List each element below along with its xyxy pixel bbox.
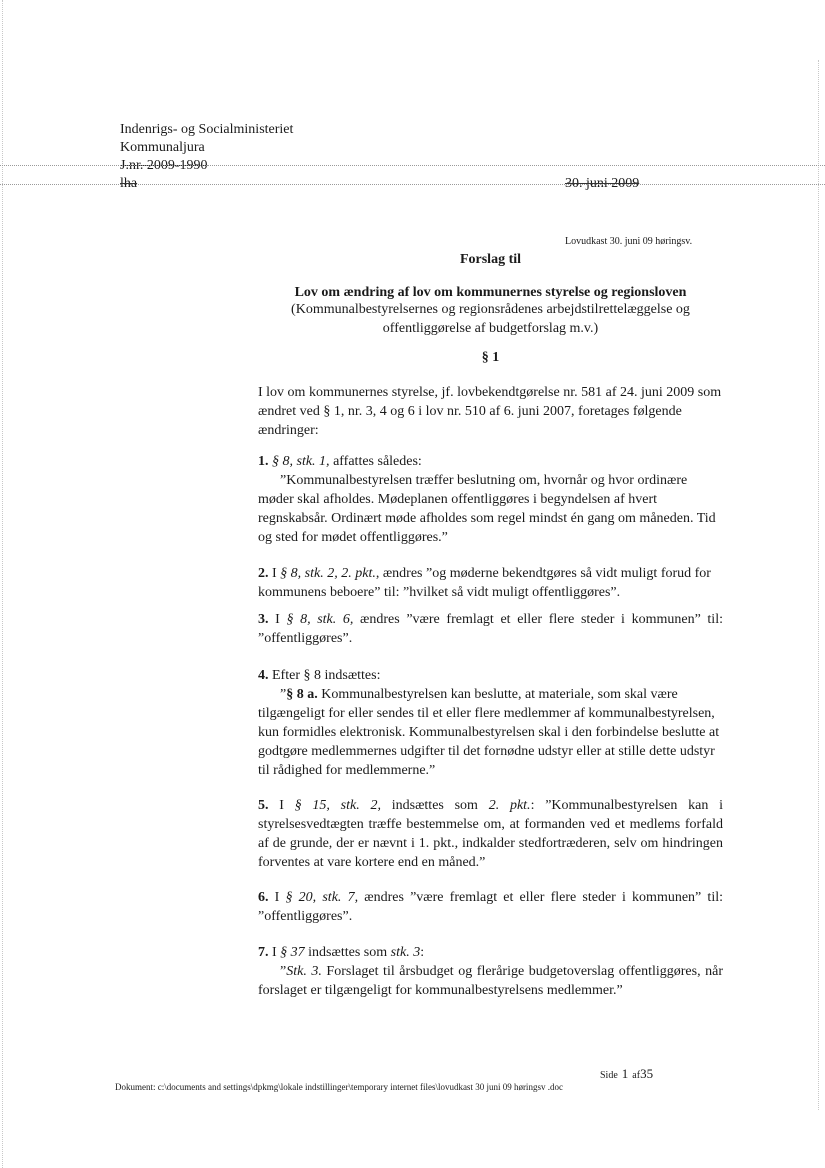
office-name: Kommunaljura — [120, 140, 205, 155]
item-reference: § 8, stk. 1, — [272, 454, 330, 469]
section-mark: § 1 — [481, 350, 500, 365]
page-right-edge — [818, 60, 819, 1110]
page-counter: Side 1 af35 — [600, 1066, 654, 1081]
item-number: 7. — [258, 945, 269, 960]
item-reference: § 8, stk. 2, 2. pkt. — [280, 566, 376, 581]
document-path-footer — [115, 1082, 563, 1092]
item-reference-2: stk. 3 — [390, 945, 421, 960]
amendment-item-4: 4. Efter § 8 indsættes: ”§ 8 a. Kommunalbestyrelsen kan beslutte, at materiale, som skal være tilgængeligt for eller sendes til et eller flere medlemmer af kommunalbestyrelsen, kun formidles elektronisk. Kommunalbestyrelsen skal i den forbindelse beslutte at godtgøre medlemmernes udgifter til det fornødne udstyr eller at stille dette udstyr til rådighed for medlemmerne.” — [258, 666, 723, 780]
item-number: 6. — [258, 890, 269, 905]
document-path: c:\documents and settings\dpkmg\lokale indstillinger\temporary internet files\lovudkast 30 juni 09 høringsv .doc — [157, 1082, 563, 1092]
item-number: 5. — [258, 798, 269, 813]
header-rule-1 — [0, 165, 825, 166]
item-reference-2: 2. pkt. — [488, 798, 531, 813]
ministry-name: Indenrigs- og Socialministeriet — [120, 122, 294, 137]
intro-paragraph: I lov om kommunernes styrelse, jf. lovbekendtgørelse nr. 581 af 24. juni 2009 som ændret ved § 1, nr. 3, 4 og 6 i lov nr. 510 af 6. juni 2007, foretages følgende ændringer: — [258, 385, 722, 438]
item-reference: § 37 — [280, 945, 305, 960]
header-date: 30. juni 2009 — [565, 176, 640, 191]
item-reference: § 8, stk. 6, — [286, 612, 354, 627]
initials: lha — [120, 176, 138, 191]
document-label: Dokument: — [115, 1082, 156, 1092]
item-reference: § 15, stk. 2, — [294, 798, 381, 813]
draft-note: Lovudkast 30. juni 09 høringsv. — [565, 236, 693, 247]
page-left-edge — [2, 0, 3, 1168]
item-number: 4. — [258, 668, 269, 683]
law-subtitle: (Kommunalbestyrelsernes og regionsrådenes arbejdstilrettelæggelse og offentliggørelse af budgetforslag m.v.) — [291, 302, 690, 336]
amendment-item-5: 5. I § 15, stk. 2, indsættes som 2. pkt.: ”Kommunalbestyrelsen kan i styrelsesvedtægten træffe bestemmelse om, at formanden ved et medlems forfald af de grunde, der er nævnt i 1. pkt., indkalder stedfortræderen, selv om hindringen forventes at vare kortere end en måned.” — [258, 798, 723, 870]
amendment-item-7: 7. I § 37 indsættes som stk. 3: ”Stk. 3. Forslaget til årsbudget og flerårige budgetoverslag offentliggøres, når forslaget er tilgængeligt for kommunalbestyrelsens medlemmer.” — [258, 945, 724, 998]
amendment-item-2: 2. I § 8, stk. 2, 2. pkt., ændres ”og møderne bekendtgøres så vidt muligt forud for kommunens beboere” til: ”hvilket så vidt muligt offentliggøres”. — [258, 566, 711, 600]
item-quote: ”§ 8 a. Kommunalbestyrelsen kan beslutte, at materiale, som skal være tilgængeligt for eller sendes til et eller flere medlemmer af kommunalbestyrelsen, kun formidles elektronisk. Kommunalbestyrelsen skal i den forbindelse beslutte at godtgøre medlemmernes udgifter til det fornødne udstyr eller at stille dette udstyr til rådighed for medlemmerne.” — [258, 687, 720, 778]
item-reference: § 20, stk. 7, — [285, 890, 359, 905]
item-number: 2. — [258, 566, 269, 581]
amendment-item-1: 1. § 8, stk. 1, affattes således: ”Kommunalbestyrelsen træffer beslutning om, hvornår og hvor ordinære møder skal afholdes. Mødeplanen offentliggøres i begyndelsen af hvert regnskabsår. Ordinært møde afholdes som regel mindst én gang om måneden. Tid og sted for mødet offentliggøres.” — [258, 452, 723, 547]
law-title: Lov om ændring af lov om kommunernes styrelse og regionsloven — [294, 285, 687, 300]
item-number: 1. — [258, 454, 269, 469]
item-quote: ”Stk. 3. Forslaget til årsbudget og flerårige budgetoverslag offentliggøres, når forslaget er tilgængeligt for kommunalbestyrelsens medlemmer.” — [258, 964, 724, 998]
item-quote: ”Kommunalbestyrelsen træffer beslutning om, hvornår og hvor ordinære møder skal afholdes. Mødeplanen offentliggøres i begyndelsen af hvert regnskabsår. Ordinært møde afholdes som regel mindst én gang om måneden. Tid og sted for mødet offentliggøres.” — [258, 473, 716, 545]
journal-number: J.nr. 2009-1990 — [120, 158, 208, 173]
item-number: 3. — [258, 612, 269, 627]
proposal-title: Forslag til — [459, 252, 522, 267]
amendment-item-3: 3. I § 8, stk. 6, ændres ”være fremlagt et eller flere steder i kommunen” til: ”offentliggøres”. — [258, 612, 723, 646]
header-rule-2 — [0, 184, 825, 185]
amendment-item-6: 6. I § 20, stk. 7, ændres ”være fremlagt et eller flere steder i kommunen” til: ”offentliggøres”. — [258, 890, 723, 924]
